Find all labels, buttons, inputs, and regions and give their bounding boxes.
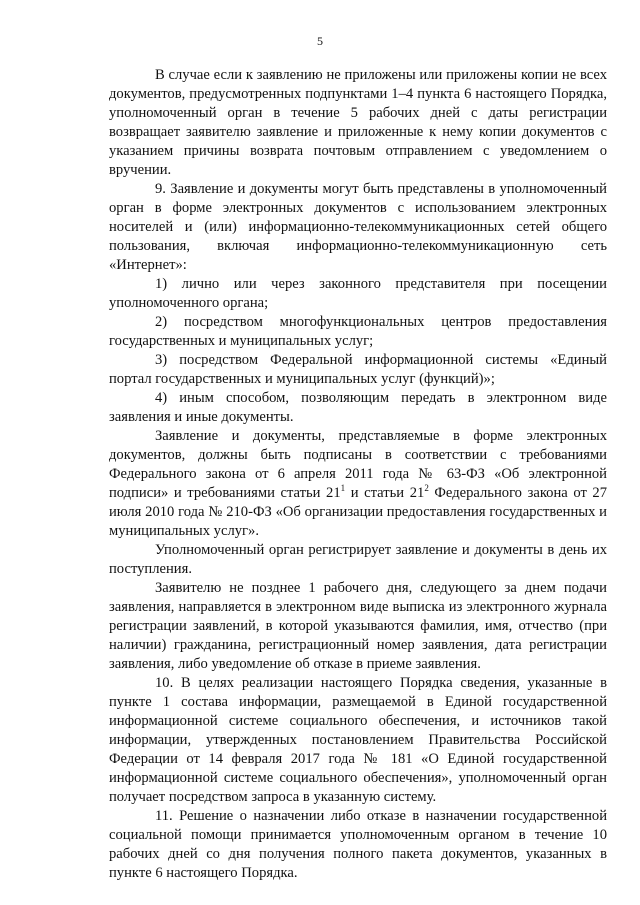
article-superscript-1: 1	[340, 483, 346, 494]
paragraph-subitem-1: 1) лично или через законного представителя при посещении уполномоченного органа;	[109, 276, 607, 311]
paragraph-return-documents: В случае если к заявлению не приложены или приложены копии не всех документов, предусмотренных подпунктами 1–4 пункта 6 настоящего Порядка, уполномоченный орган в течение 5 рабочих дней с даты регистрации возвращает заявителю заявление и приложенные к нему копии документов с указанием причины возврата почтовым отправлением с уведомлением о вручении.	[109, 67, 607, 178]
paragraph-registration: Уполномоченный орган регистрирует заявление и документы в день их поступления.	[109, 542, 607, 577]
article-superscript-2: 2	[424, 483, 429, 494]
signature-text-part3: Федерального закона от 27 июля 2010 года № 210-ФЗ «Об организации предоставления государственных и муниципальных услуг».	[109, 485, 607, 539]
signature-text-part1: Заявление и документы, представляемые в форме электронных документов, должны быть подписаны в соответствии с требованиями Федерального закона от 6 апреля 2011 года № 63-ФЗ «Об электронной подписи» и требованиями статьи 21	[109, 428, 607, 501]
paragraph-subitem-2: 2) посредством многофункциональных центров предоставления государственных и муниципальных услуг;	[109, 314, 607, 349]
paragraph-subitem-4: 4) иным способом, позволяющим передать в электронном виде заявления и иные документы.	[109, 390, 607, 425]
signature-text-part2: и статьи 21	[345, 485, 425, 501]
document-body	[109, 66, 607, 883]
paragraph-electronic-signature	[109, 427, 607, 541]
paragraph-applicant-notice: Заявителю не позднее 1 рабочего дня, следующего за днем подачи заявления, направляется в электронном виде выписка из электронного журнала регистрации заявлений, в которой указываются фамилия, имя, отчество (при наличии) гражданина, регистрационный номер заявления, дата регистрации заявления, либо уведомление об отказе в приеме заявления.	[109, 580, 607, 672]
paragraph-item-11: 11. Решение о назначении либо отказе в назначении государственной социальной помощи принимается уполномоченным органом в течение 10 рабочих дней со дня получения полного пакета документов, указанных в пункте 6 настоящего Порядка.	[109, 808, 607, 881]
paragraph-item-10: 10. В целях реализации настоящего Порядка сведения, указанные в пункте 1 состава информации, размещаемой в Единой государственной информационной системе социального обеспечения, и источников такой информации, утвержденных постановлением Правительства Российской Федерации от 14 февраля 2017 года № 181 «О Единой государственной информационной системе социального обеспечения», уполномоченный орган получает посредством запроса в указанную систему.	[109, 675, 607, 805]
paragraph-subitem-3: 3) посредством Федеральной информационной системы «Единый портал государственных и муниципальных услуг (функций)»;	[109, 352, 607, 387]
page-number: 5	[317, 34, 323, 48]
paragraph-item-9: 9. Заявление и документы могут быть представлены в уполномоченный орган в форме электронных документов с использованием электронных носителей и (или) информационно-телекоммуникационных сетей общего пользования, включая информационно-телекоммуникационную сеть «Интернет»:	[109, 181, 607, 273]
